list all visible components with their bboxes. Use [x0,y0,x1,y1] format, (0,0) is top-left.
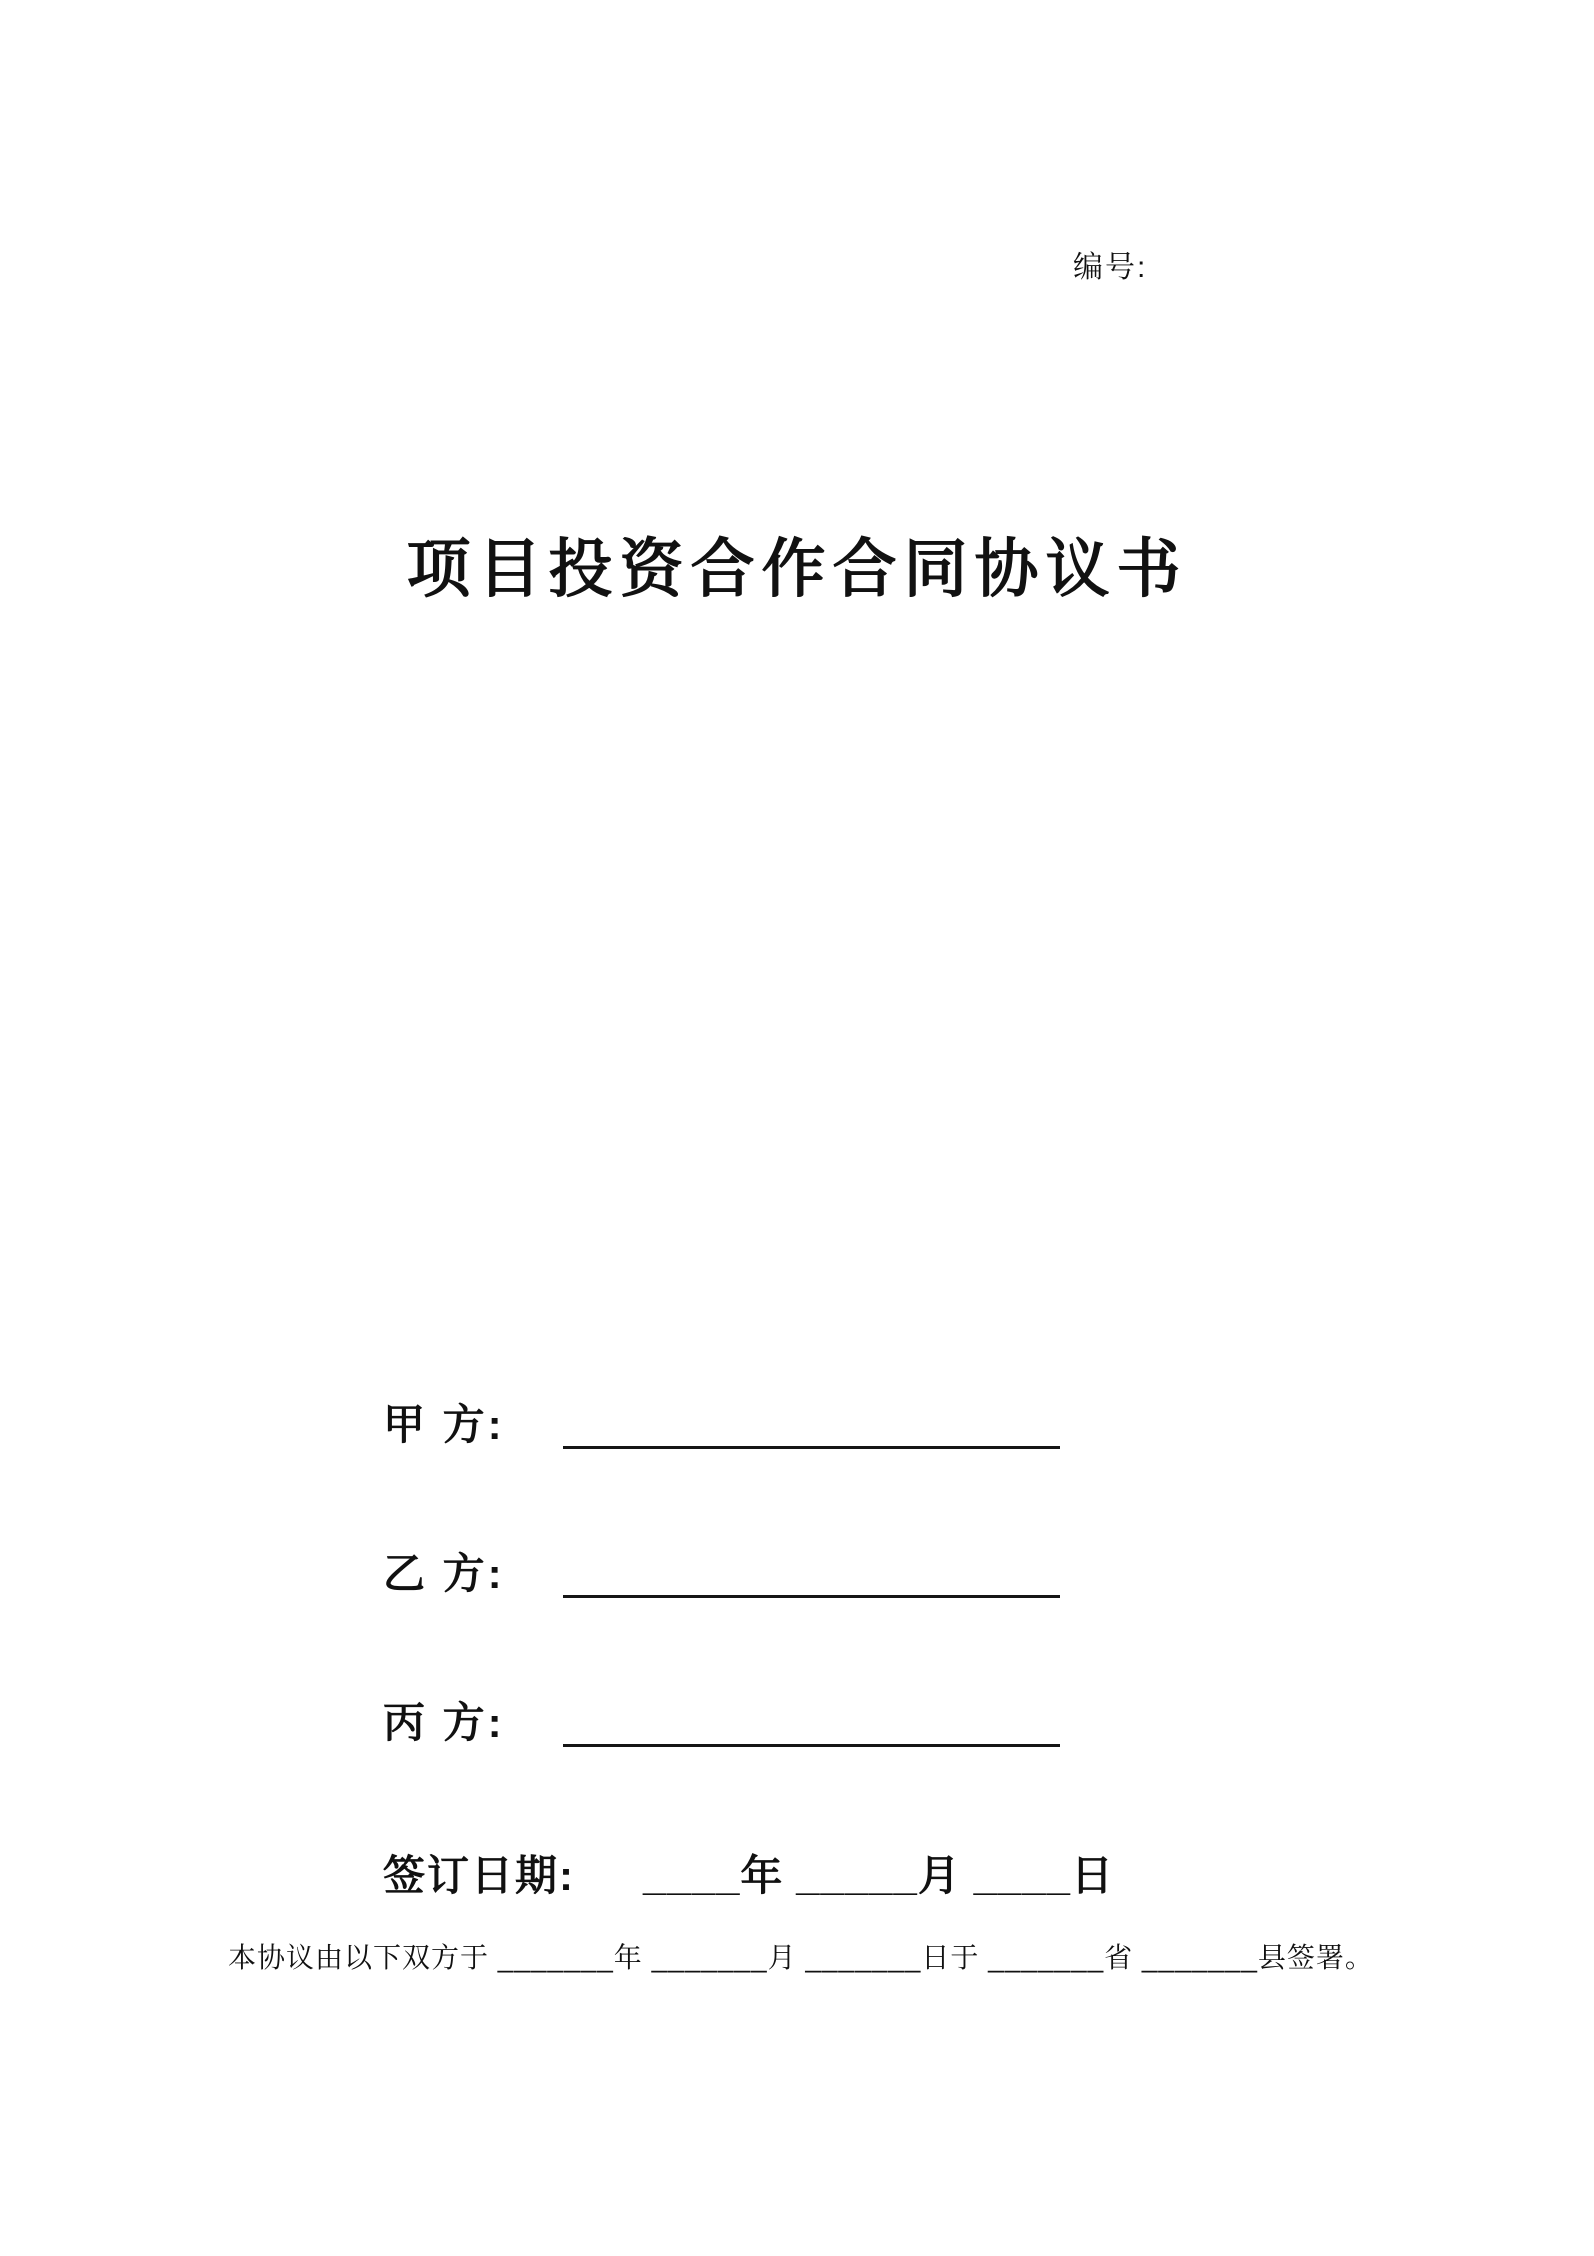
footer-note: 本协议由以下双方于 _______年 _______月 _______日于 _______省 _______县签署。 [228,1942,1374,1973]
party-a-blank-field[interactable] [563,1402,1060,1449]
party-c-label: 丙 方: [383,1699,505,1746]
party-a-row [383,1402,1060,1450]
party-c-blank-field[interactable] [563,1700,1060,1747]
party-c-row [383,1700,1060,1748]
sign-date-row [383,1843,1114,1903]
sign-date-label: 签订日期: [383,1852,575,1899]
party-a-label: 甲 方: [383,1401,505,1448]
sign-date-blank-field[interactable]: ____年 _____月 ____日 [643,1852,1114,1899]
document-title: 项目投资合作合同协议书 [406,533,1188,605]
party-b-blank-field[interactable] [563,1551,1060,1598]
party-b-label: 乙 方: [383,1550,505,1597]
serial-number-label: 编号: [1073,251,1148,284]
party-b-row [383,1551,1060,1599]
